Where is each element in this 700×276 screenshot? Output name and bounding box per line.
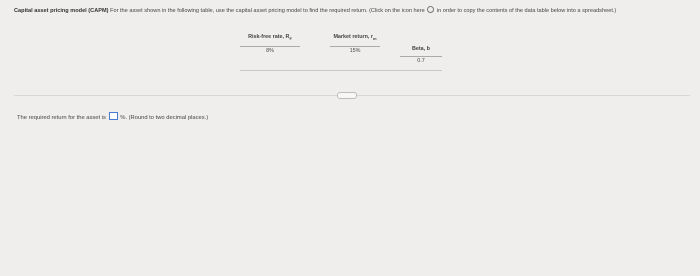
table-rule	[240, 70, 442, 71]
answer-suffix: %. (Round to two decimal places.)	[120, 115, 209, 121]
beta-column	[400, 46, 442, 64]
copy-icon[interactable]	[427, 6, 434, 13]
market-return-column	[330, 34, 380, 54]
data-table	[240, 34, 442, 70]
answer-line	[17, 112, 208, 121]
problem-text: For the asset shown in the following table, use the capital asset pricing model to find the required return. (Click on the icon here	[110, 8, 425, 14]
risk-free-value: 8%	[240, 46, 300, 54]
risk-free-header: Risk-free rate, $R_F$	[248, 34, 292, 42]
risk-free-column	[240, 34, 300, 54]
expand-icon[interactable]	[337, 92, 357, 99]
answer-input[interactable]	[109, 112, 118, 120]
market-return-header: Market return, $r_m$	[333, 34, 377, 42]
problem-statement	[14, 6, 690, 15]
problem-title: Capital asset pricing model (CAPM)	[14, 8, 109, 14]
problem-text-end: in order to copy the contents of the data table below into a spreadsheet.)	[436, 8, 617, 14]
beta-header: Beta, b	[412, 46, 430, 52]
answer-prefix: The required return for the asset is	[17, 115, 106, 121]
market-return-value: 15%	[330, 46, 380, 54]
beta-value: 0.7	[400, 56, 442, 64]
